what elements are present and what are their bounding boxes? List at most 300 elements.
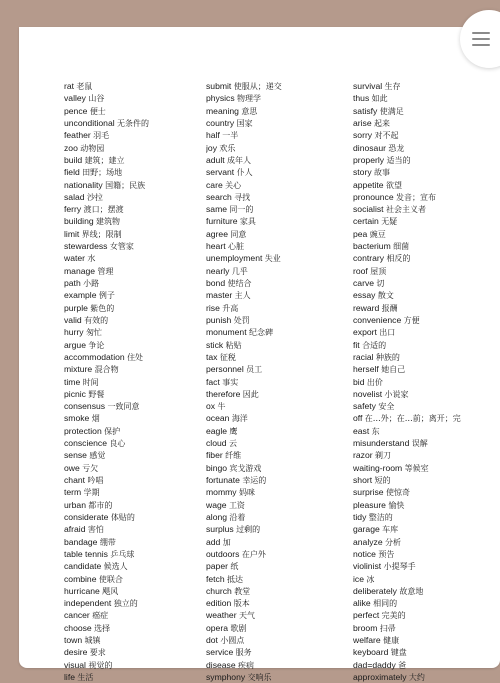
vocab-entry [353, 142, 500, 154]
english-word: ocean [206, 413, 230, 424]
english-word: feather [64, 130, 91, 141]
english-word: socialist [353, 204, 384, 215]
english-word: punish [206, 314, 232, 325]
vocab-entry [64, 265, 204, 277]
vocab-entry [353, 228, 500, 240]
chinese-meaning: 水 [87, 254, 96, 264]
english-word: properly [353, 154, 385, 165]
vocab-entry [353, 80, 500, 92]
chinese-meaning: 绷带 [99, 537, 116, 547]
english-word: personnel [206, 364, 244, 375]
chinese-meaning: 交响乐 [247, 673, 272, 682]
english-word: independent [64, 598, 112, 609]
chinese-meaning: 视觉的 [88, 660, 113, 670]
chinese-meaning: 时间 [82, 377, 99, 387]
chinese-meaning: 加 [222, 537, 231, 547]
vocab-entry [64, 634, 204, 646]
english-word: tax [206, 351, 218, 362]
english-word: approximately [353, 672, 407, 682]
vocab-entry [64, 105, 204, 117]
english-word: edition [206, 598, 232, 609]
chinese-meaning: 短的 [374, 476, 391, 485]
vocab-entry [64, 166, 204, 178]
english-word: nationality [64, 179, 103, 190]
chinese-meaning: 匆忙 [85, 328, 102, 338]
vocab-entry [206, 573, 348, 585]
chinese-meaning: 她自己 [381, 365, 406, 375]
chinese-meaning: 抵达 [227, 574, 244, 584]
english-word: opera [206, 622, 228, 633]
vocab-entry [64, 449, 204, 461]
vocab-entry [353, 437, 500, 449]
chinese-meaning: 因此 [242, 389, 259, 399]
english-word: herself [353, 364, 379, 375]
chinese-meaning: 使惊奇 [385, 488, 410, 498]
chinese-meaning: 过剩的 [236, 525, 261, 535]
chinese-meaning: 使满足 [379, 106, 404, 116]
english-word: heart [206, 241, 226, 252]
english-word: essay [353, 290, 376, 301]
english-word: bond [206, 278, 226, 288]
chinese-meaning: 预告 [378, 549, 395, 559]
english-word: dot [206, 635, 218, 646]
chinese-meaning: 相反的 [386, 254, 411, 264]
english-word: salad [64, 191, 85, 202]
chinese-meaning: 物理学 [237, 94, 262, 104]
vocab-entry [353, 425, 500, 437]
english-word: search [206, 191, 232, 202]
english-word: physics [206, 93, 235, 104]
chinese-meaning: 女管家 [109, 242, 134, 252]
vocab-entry [206, 548, 348, 560]
vocab-entry [206, 277, 348, 289]
chinese-meaning: 天气 [238, 611, 255, 621]
vocab-entry [206, 265, 348, 277]
vocab-entry [64, 671, 204, 683]
english-word: limit [64, 228, 80, 239]
chinese-meaning: 一致同意 [107, 402, 140, 412]
chinese-meaning: 适当的 [386, 155, 411, 165]
chinese-meaning: 扫帚 [379, 623, 396, 633]
vocab-entry [206, 437, 348, 449]
vocab-entry [353, 462, 500, 474]
chinese-meaning: 安全 [378, 402, 395, 412]
vocab-entry [206, 376, 348, 388]
chinese-meaning: 种族的 [375, 352, 400, 362]
vocab-entry [64, 252, 204, 264]
vocab-entry [206, 449, 348, 461]
chinese-meaning: 意思 [241, 106, 258, 116]
vocab-entry [353, 339, 500, 351]
chinese-meaning: 野餐 [88, 389, 105, 399]
chinese-meaning: 海洋 [231, 414, 248, 424]
chinese-meaning: 学期 [83, 488, 100, 498]
word-column-1 [64, 80, 204, 683]
vocab-entry [64, 129, 204, 141]
english-word: time [64, 376, 81, 387]
word-list-sheet [19, 27, 500, 682]
vocab-entry [206, 228, 348, 240]
english-word: fact [206, 376, 220, 387]
english-word: servant [206, 167, 235, 178]
chinese-meaning: 仆人 [236, 168, 253, 178]
chinese-meaning: 界线；限制 [81, 229, 122, 239]
chinese-meaning: 报酬 [381, 303, 398, 313]
english-word: chant [64, 475, 86, 485]
vocab-entry [64, 597, 204, 609]
vocab-entry [353, 536, 500, 548]
vocab-entry [353, 105, 500, 117]
chinese-meaning: 在户外 [241, 549, 266, 559]
vocab-entry [206, 240, 348, 252]
vocab-entry [206, 215, 348, 227]
chinese-meaning: 大约 [408, 673, 425, 682]
english-word: cloud [206, 438, 227, 449]
vocab-entry [353, 129, 500, 141]
vocab-entry [206, 326, 348, 338]
vocab-entry [206, 339, 348, 351]
vocab-entry [353, 117, 500, 129]
vocab-entry [206, 474, 348, 486]
vocab-entry [353, 474, 500, 486]
chinese-meaning: 动物园 [80, 143, 105, 153]
english-word: valley [64, 93, 86, 104]
chinese-meaning: 合适的 [362, 340, 387, 350]
english-word: symphony [206, 672, 246, 682]
word-column-3 [353, 80, 500, 683]
chinese-meaning: 起来 [374, 118, 391, 128]
chinese-meaning: 生活 [77, 673, 94, 682]
english-word: paper [206, 561, 228, 572]
chinese-meaning: 完美的 [381, 611, 406, 621]
chinese-meaning: 欢乐 [219, 143, 236, 153]
vocab-entry [206, 511, 348, 523]
english-word: cancer [64, 610, 90, 621]
vocab-entry [64, 314, 204, 326]
english-word: short [353, 475, 373, 485]
vocab-entry [64, 388, 204, 400]
english-word: care [206, 179, 223, 190]
chinese-meaning: 沿着 [229, 512, 246, 522]
vocab-entry [206, 302, 348, 314]
vocab-entry [206, 609, 348, 621]
english-word: welfare [353, 635, 381, 646]
vocab-entry [64, 92, 204, 104]
vocab-entry [64, 560, 204, 572]
english-word: contrary [353, 253, 385, 264]
vocab-entry [206, 92, 348, 104]
english-word: perfect [353, 610, 380, 621]
word-column-2 [206, 80, 348, 683]
vocab-entry [64, 659, 204, 671]
chinese-meaning: 歌剧 [230, 623, 247, 633]
chinese-meaning: 小提琴手 [383, 562, 416, 572]
english-word: pleasure [353, 499, 386, 510]
vocab-entry [353, 388, 500, 400]
chinese-meaning: 害怕 [87, 525, 104, 535]
vocab-entry [353, 400, 500, 412]
chinese-meaning: 豌豆 [369, 229, 386, 239]
chinese-meaning: 几乎 [231, 266, 248, 276]
vocab-entry [206, 363, 348, 375]
english-word: sense [64, 450, 87, 461]
chinese-meaning: 冰 [366, 574, 375, 584]
vocab-entry [64, 228, 204, 240]
chinese-meaning: 住处 [127, 352, 144, 362]
vocab-entry [64, 646, 204, 658]
vocab-entry [64, 536, 204, 548]
vocab-entry [64, 511, 204, 523]
vocab-entry [353, 302, 500, 314]
chinese-meaning: 无条件的 [117, 118, 150, 128]
vocab-entry [206, 252, 348, 264]
vocab-entry [206, 314, 348, 326]
english-word: stick [206, 339, 224, 350]
english-word: arise [353, 117, 372, 128]
english-word: eagle [206, 425, 228, 436]
english-word: smoke [64, 413, 90, 424]
english-word: agree [206, 228, 228, 239]
vocab-entry [353, 449, 500, 461]
vocab-entry [206, 400, 348, 412]
chinese-meaning: 选择 [94, 623, 111, 633]
vocab-entry [64, 326, 204, 338]
vocab-entry [206, 191, 348, 203]
vocab-entry [64, 585, 204, 597]
chinese-meaning: 发音；宣布 [396, 192, 437, 202]
vocab-entry [353, 646, 500, 658]
chinese-meaning: 国家 [236, 118, 253, 128]
vocab-entry [64, 474, 204, 486]
chinese-meaning: 如此 [371, 94, 388, 104]
chinese-meaning: 失业 [264, 254, 281, 264]
english-word: safety [353, 401, 376, 412]
english-word: build [64, 154, 83, 165]
vocab-entry [64, 523, 204, 535]
vocab-entry [353, 289, 500, 301]
english-word: term [64, 487, 82, 498]
chinese-meaning: 事实 [222, 377, 239, 387]
vocab-entry [206, 634, 348, 646]
english-word: half [206, 130, 220, 141]
vocab-entry [206, 105, 348, 117]
english-word: sorry [353, 130, 373, 141]
chinese-meaning: 对不起 [374, 131, 399, 141]
english-word: hurry [64, 327, 84, 338]
vocab-entry [64, 80, 204, 92]
vocab-entry [64, 142, 204, 154]
vocab-entry [206, 117, 348, 129]
english-word: story [353, 167, 372, 178]
chinese-meaning: 欲望 [385, 180, 402, 190]
english-word: hurricane [64, 585, 100, 596]
vocab-entry [353, 92, 500, 104]
chinese-meaning: 保护 [104, 426, 121, 436]
vocab-entry [353, 265, 500, 277]
english-word: waiting-room [353, 462, 403, 473]
english-word: picnic [64, 388, 86, 399]
chinese-meaning: 城镇 [84, 636, 101, 646]
english-word: fiber [206, 450, 223, 461]
vocab-entry [206, 425, 348, 437]
english-word: pence [64, 105, 88, 116]
vocab-entry [353, 191, 500, 203]
english-word: urban [64, 499, 86, 510]
english-word: life [64, 672, 75, 682]
english-word: pea [353, 228, 368, 239]
chinese-meaning: 细菌 [393, 242, 410, 252]
english-word: carve [353, 278, 375, 288]
chinese-meaning: 误解 [411, 439, 428, 449]
chinese-meaning: 烟 [91, 414, 100, 424]
english-word: same [206, 204, 228, 215]
chinese-meaning: 小圆点 [220, 636, 245, 646]
vocab-entry [353, 412, 500, 424]
vocab-entry [64, 573, 204, 585]
chinese-meaning: 混合物 [94, 365, 119, 375]
chinese-meaning: 处罚 [233, 315, 250, 325]
vocab-entry [353, 376, 500, 388]
chinese-meaning: 等候室 [404, 463, 429, 473]
vocab-entry [206, 388, 348, 400]
chinese-meaning: 使服从；递交 [233, 82, 282, 91]
english-word: bandage [64, 536, 98, 547]
vocab-entry [353, 240, 500, 252]
chinese-meaning: 宾戈游戏 [229, 463, 262, 473]
english-word: therefore [206, 388, 241, 399]
chinese-meaning: 小说家 [384, 389, 409, 399]
english-word: surprise [353, 487, 384, 498]
chinese-meaning: 牛 [217, 402, 226, 412]
chinese-meaning: 分析 [385, 537, 402, 547]
chinese-meaning: 沙拉 [86, 192, 103, 202]
vocab-entry [353, 326, 500, 338]
vocab-entry [353, 486, 500, 498]
vocab-entry [353, 548, 500, 560]
english-word: east [353, 425, 370, 436]
vocab-entry [64, 154, 204, 166]
english-word: manage [64, 265, 96, 276]
hamburger-menu-icon [472, 32, 490, 46]
vocab-entry [353, 585, 500, 597]
english-word: owe [64, 462, 80, 473]
vocab-entry [64, 486, 204, 498]
chinese-meaning: 癌症 [92, 611, 109, 621]
chinese-meaning: 国籍；民族 [105, 180, 146, 190]
chinese-meaning: 屋顶 [370, 266, 387, 276]
english-word: tidy [353, 511, 367, 522]
english-word: candidate [64, 561, 102, 572]
vocab-entry [206, 142, 348, 154]
chinese-meaning: 争论 [88, 340, 105, 350]
english-word: analyze [353, 536, 383, 547]
chinese-meaning: 出价 [366, 377, 383, 387]
chinese-meaning: 家具 [239, 217, 256, 227]
chinese-meaning: 恐龙 [388, 143, 405, 153]
vocab-entry [206, 671, 348, 683]
english-word: monument [206, 327, 247, 338]
chinese-meaning: 渡口；摆渡 [83, 205, 124, 215]
chinese-meaning: 生存 [384, 82, 401, 91]
vocab-entry [206, 154, 348, 166]
english-word: desire [64, 647, 88, 658]
chinese-meaning: 建筑物 [96, 217, 121, 227]
english-word: roof [353, 265, 368, 276]
english-word: building [64, 216, 94, 227]
english-word: export [353, 327, 377, 338]
english-word: reward [353, 302, 380, 313]
chinese-meaning: 工资 [228, 500, 245, 510]
chinese-meaning: 建筑；建立 [84, 155, 125, 165]
vocab-entry [353, 671, 500, 683]
chinese-meaning: 独立的 [113, 599, 138, 609]
chinese-meaning: 剃刀 [374, 451, 391, 461]
english-word: joy [206, 142, 217, 153]
english-word: violinist [353, 561, 382, 572]
english-word: meaning [206, 105, 239, 116]
chinese-meaning: 小路 [83, 279, 100, 288]
vocab-entry [206, 412, 348, 424]
english-word: appetite [353, 179, 384, 190]
vocab-entry [64, 191, 204, 203]
chinese-meaning: 在…外；在…前；离开；完 [364, 414, 461, 424]
english-word: combine [64, 573, 97, 584]
vocab-entry [64, 117, 204, 129]
chinese-meaning: 车库 [382, 525, 399, 535]
vocab-entry [206, 462, 348, 474]
english-word: satisfy [353, 105, 378, 116]
vocab-entry [353, 215, 500, 227]
english-word: unconditional [64, 117, 115, 128]
english-word: disease [206, 659, 236, 670]
english-word: accommodation [64, 351, 125, 362]
vocab-entry [64, 376, 204, 388]
english-word: ox [206, 401, 216, 412]
chinese-meaning: 田野；场地 [82, 168, 123, 178]
chinese-meaning: 幸运的 [242, 476, 267, 485]
vocab-entry [64, 400, 204, 412]
english-word: choose [64, 622, 92, 633]
english-word: bingo [206, 462, 228, 473]
vocab-entry [206, 351, 348, 363]
vocab-entry [64, 499, 204, 511]
vocab-entry [64, 289, 204, 301]
chinese-meaning: 整洁的 [368, 512, 393, 522]
vocab-entry [353, 659, 500, 671]
vocab-entry [64, 179, 204, 191]
english-word: broom [353, 622, 378, 633]
english-word: survival [353, 81, 383, 91]
chinese-meaning: 纪念碑 [249, 328, 273, 338]
vocab-entry [64, 215, 204, 227]
english-word: fetch [206, 573, 225, 584]
chinese-meaning: 使结合 [227, 279, 252, 288]
vocab-entry [64, 437, 204, 449]
chinese-meaning: 鹰 [229, 426, 238, 436]
english-word: add [206, 536, 221, 547]
vocab-entry [206, 203, 348, 215]
english-word: along [206, 511, 228, 522]
vocab-entry [64, 609, 204, 621]
english-word: off [353, 413, 363, 424]
english-word: country [206, 117, 235, 128]
vocab-entry [64, 302, 204, 314]
chinese-meaning: 键盘 [390, 648, 407, 658]
english-word: alike [353, 598, 371, 609]
vocab-entry [353, 179, 500, 191]
chinese-meaning: 一半 [222, 131, 239, 141]
vocab-entry [64, 462, 204, 474]
